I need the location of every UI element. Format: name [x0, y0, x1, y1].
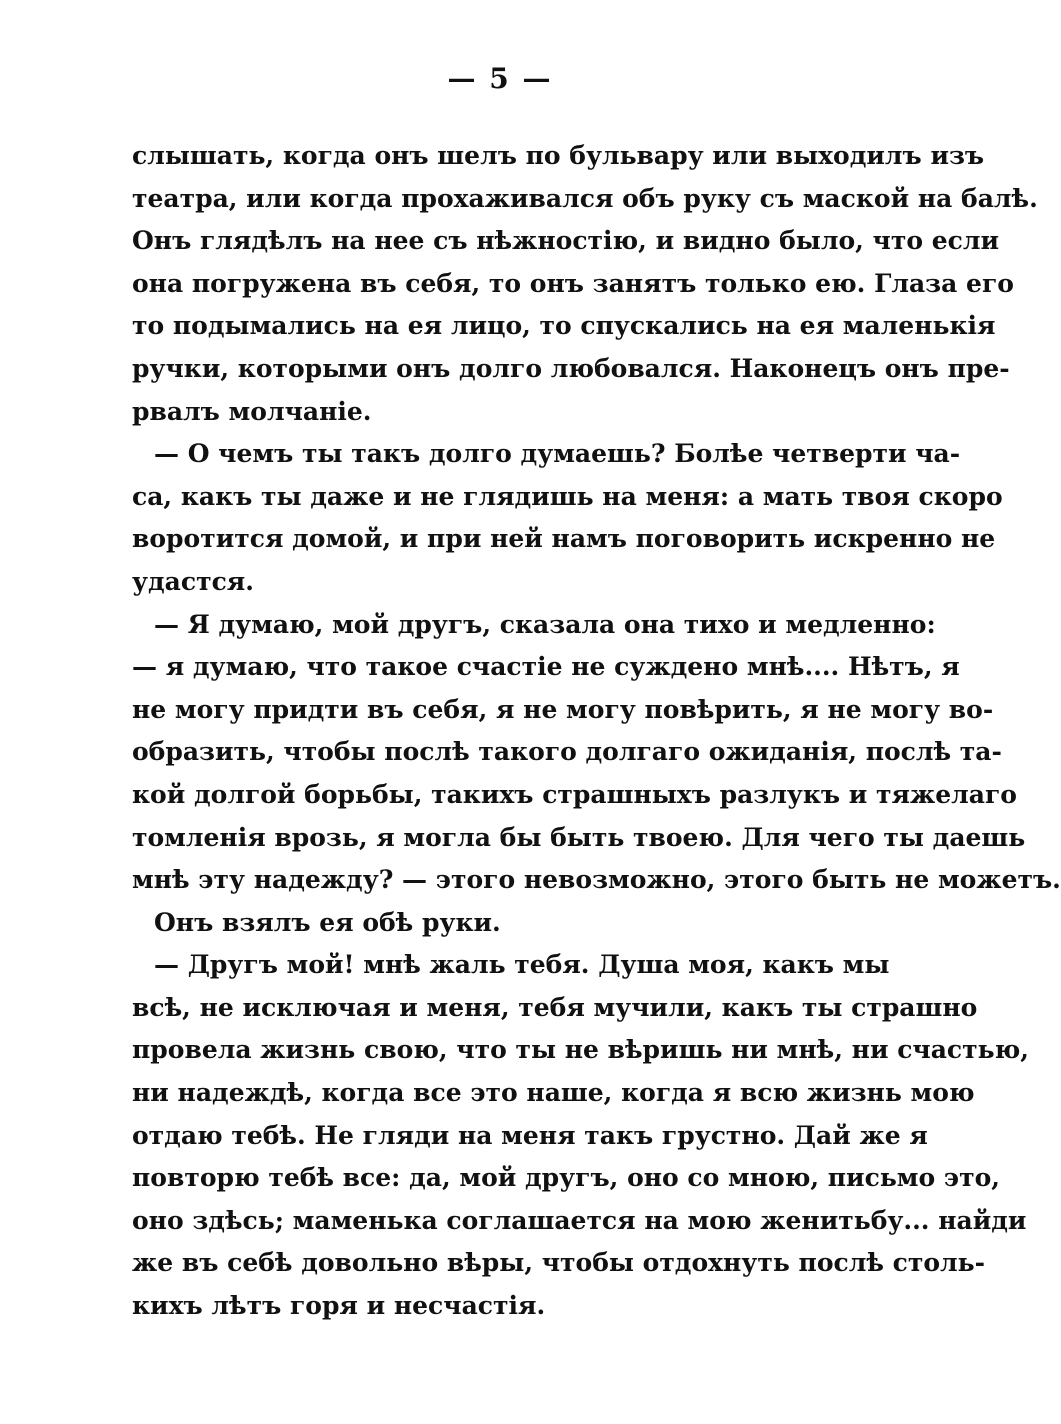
text-line: она погружена въ себя, то онъ занятъ только ею. Глаза его [132, 268, 1014, 298]
text-line: томленія врозь, я могла бы быть твоею. Для чего ты даешь [132, 822, 1026, 852]
text-line: же въ себѣ довольно вѣры, чтобы отдохнуть послѣ столь- [132, 1248, 985, 1278]
body-text [132, 135, 1061, 1328]
text-line: рвалъ молчаніе. [132, 396, 372, 426]
text-line: ручки, которыми онъ долго любовался. Наконецъ онъ пре- [132, 353, 1010, 383]
page-number: — 5 — [447, 62, 553, 95]
text-line: образить, чтобы послѣ такого долгаго ожиданія, послѣ та- [132, 737, 1002, 767]
text-line: воротится домой, и при ней намъ поговорить искренно не [132, 524, 996, 554]
text-line: Онъ глядѣлъ на нее съ нѣжностію, и видно было, что если [132, 226, 999, 256]
text-line: — Я думаю, мой другъ, сказала она тихо и медленно: [154, 609, 936, 639]
text-line: кихъ лѣтъ горя и несчастія. [132, 1291, 546, 1321]
text-line: ни надеждѣ, когда все это наше, когда я всю жизнь мою [132, 1078, 975, 1108]
text-line: Онъ взялъ ея обѣ руки. [154, 907, 501, 937]
text-line: не могу придти въ себя, я не могу повѣрить, я не могу во- [132, 694, 994, 724]
text-line: повторю тебѣ все: да, мой другъ, оно со мною, письмо это, [132, 1163, 1000, 1193]
text-line: театра, или когда прохаживался объ руку съ маской на балѣ. [132, 183, 1038, 213]
text-line: оно здѣсь; маменька соглашается на мою женитьбу... найди [132, 1205, 1027, 1235]
text-line: — О чемъ ты такъ долго думаешь? Болѣе четверти ча- [154, 439, 961, 469]
text-line: всѣ, не исключая и меня, тебя мучили, какъ ты страшно [132, 992, 978, 1022]
text-line: кой долгой борьбы, такихъ страшныхъ разлукъ и тяжелаго [132, 779, 1017, 809]
text-line: са, какъ ты даже и не глядишь на меня: а мать твоя скоро [132, 481, 1003, 511]
text-line: слышать, когда онъ шелъ по бульвару или выходилъ изъ [132, 141, 985, 170]
text-line: мнѣ эту надежду? — этого невозможно, этого быть не можетъ. [132, 865, 1061, 895]
text-line: провела жизнь свою, что ты не вѣришь ни мнѣ, ни счастью, [132, 1035, 1029, 1065]
text-line: — я думаю, что такое счастіе не суждено мнѣ.... Нѣтъ, я [132, 652, 960, 682]
text-line: то подымались на ея лицо, то спускались на ея маленькія [132, 311, 996, 341]
text-line: отдаю тебѣ. Не гляди на меня такъ грустно. Дай же я [132, 1120, 928, 1150]
text-line: удастся. [132, 566, 254, 596]
text-line: — Другъ мой! мнѣ жаль тебя. Душа моя, какъ мы [154, 950, 890, 980]
